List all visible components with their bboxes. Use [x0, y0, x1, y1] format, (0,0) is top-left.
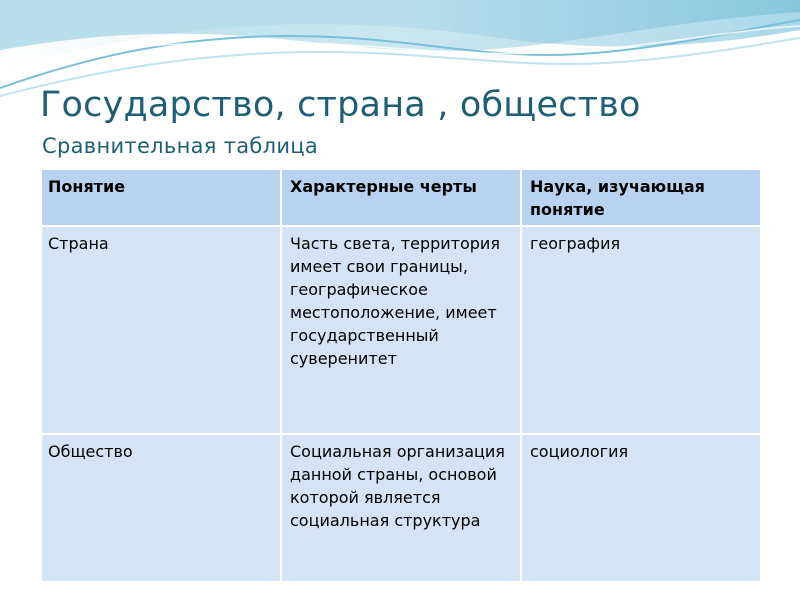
cell-concept: Страна — [41, 226, 281, 434]
cell-science: социология — [521, 434, 761, 582]
table-row — [41, 434, 761, 582]
cell-features: Часть света, территория имеет свои границы, географическое местоположение, имеет государственный суверенитет — [281, 226, 521, 434]
table-row — [41, 226, 761, 434]
header-concept: Понятие — [41, 169, 281, 226]
header-features: Характерные черты — [281, 169, 521, 226]
table-header-row — [41, 169, 761, 226]
cell-features: Социальная организация данной страны, основой которой является социальная структура — [281, 434, 521, 582]
comparison-table — [40, 168, 762, 583]
slide-subtitle: Сравнительная таблица — [42, 134, 319, 158]
cell-science: география — [521, 226, 761, 434]
cell-concept: Общество — [41, 434, 281, 582]
slide-title: Государство, страна , общество — [40, 85, 641, 125]
header-science: Наука, изучающая понятие — [521, 169, 761, 226]
